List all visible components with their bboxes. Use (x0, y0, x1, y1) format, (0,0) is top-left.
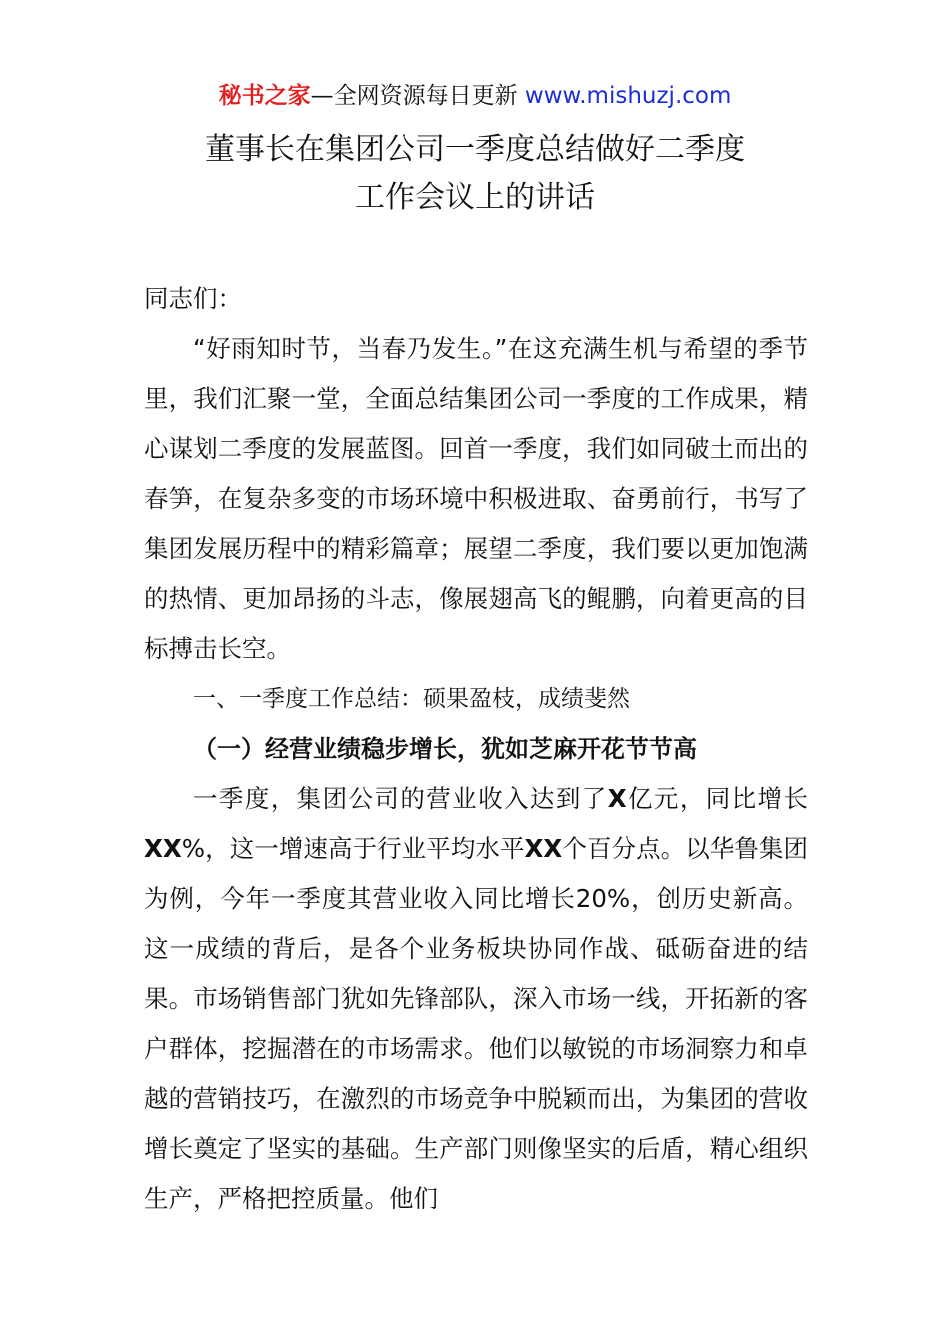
paragraph-text: 亿元，同比增长 (626, 784, 809, 813)
paragraph-text: 一季度，集团公司的营业收入达到了 (193, 784, 608, 813)
document-title (0, 126, 950, 222)
body-paragraph (144, 774, 808, 1224)
section-heading: 一、一季度工作总结：硕果盈枝，成绩斐然 (193, 686, 630, 712)
title-line-2: 工作会议上的讲话 (355, 180, 595, 215)
title-line-1: 董事长在集团公司一季度总结做好二季度 (205, 132, 745, 167)
paragraph-text: %，这一增速高于行业平均水平 (181, 834, 525, 863)
site-header (0, 80, 950, 112)
growth-placeholder: XX (144, 834, 182, 863)
intro-paragraph: “好雨知时节，当春乃发生。”在这充满生机与希望的季节里，我们汇聚一堂，全面总结集团公司一季度的工作成果，精心谋划二季度的发展蓝图。回首一季度，我们如同破土而出的春笋，在复杂多变的市场环境中积极进取、奋勇前行，书写了集团发展历程中的精彩篇章；展望二季度，我们要以更加饱满的热情、更加昂扬的斗志，像展翅高飞的鲲鹏，向着更高的目标搏击长空。 (144, 334, 808, 663)
site-url[interactable]: www.mishuzj.com (524, 83, 732, 109)
salutation: 同志们： (144, 284, 242, 313)
brand-name: 秘书之家 (218, 83, 311, 109)
industry-gap-placeholder: XX (524, 834, 563, 863)
revenue-placeholder: X (607, 784, 627, 813)
document-body (144, 274, 808, 1224)
subsection-heading: （一）经营业绩稳步增长，犹如芝麻开花节节高 (193, 735, 697, 763)
site-slogan: —全网资源每日更新 (310, 83, 518, 109)
paragraph-text: 个百分点。以华鲁集团为例，今年一季度其营业收入同比增长20%，创历史新高。这一成绩的背后，是各个业务板块协同作战、砥砺奋进的结果。市场销售部门犹如先锋部队，深入市场一线，开拓新的客户群体，挖掘潜在的市场需求。他们以敏锐的市场洞察力和卓越的营销技巧，在激烈的市场竞争中脱颖而出，为集团的营收增长奠定了坚实的基础。生产部门则像坚实的后盾，精心组织生产，严格把控质量。他们 (144, 834, 809, 1213)
